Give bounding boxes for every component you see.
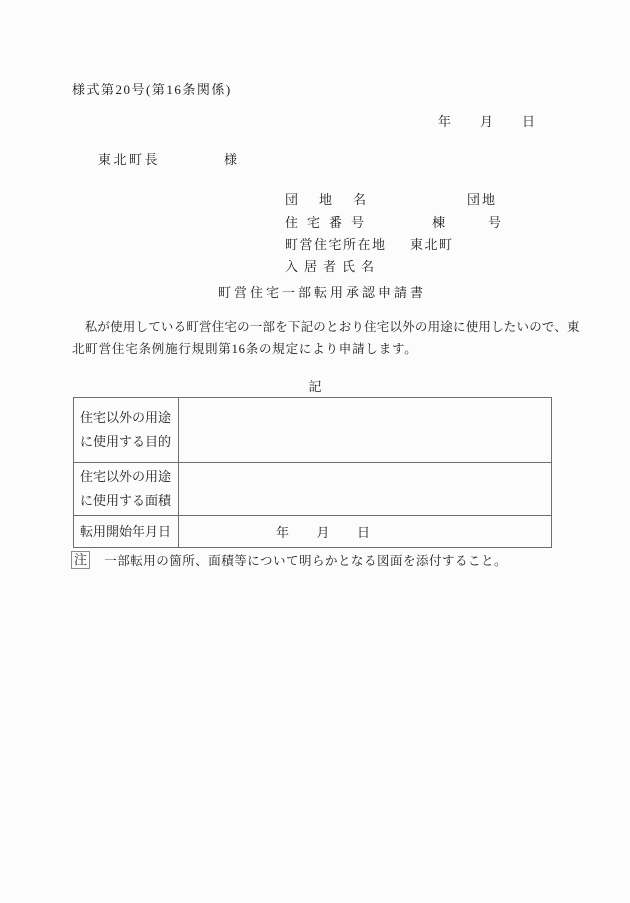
purpose-label-cell	[74, 398, 179, 463]
area-label-line2: に使用する面積	[80, 493, 172, 508]
note-marker-box: 注	[71, 551, 90, 569]
body-text-line-2: 北町営住宅条例施行規則第16条の規定により申請します。	[72, 342, 418, 356]
table-row	[74, 398, 552, 463]
body-text-line-1: 私が使用している町営住宅の一部を下記のとおり住宅以外の用途に使用したいので、東	[72, 320, 580, 334]
addressee-name: 東北町長	[98, 152, 161, 167]
form-title: 町営住宅一部転用承認申請書	[218, 285, 427, 300]
estate-name-suffix: 団地	[467, 192, 498, 207]
note-line	[71, 551, 507, 569]
housing-location-label: 町営住宅所在地	[285, 237, 387, 252]
application-table	[73, 397, 552, 548]
area-value-cell	[179, 463, 552, 516]
addressee-honorific: 様	[224, 152, 238, 167]
purpose-label-line2: に使用する目的	[80, 434, 172, 449]
date-line: 年 月 日	[438, 114, 537, 129]
table-row	[74, 463, 552, 516]
note-text: 一部転用の箇所、面積等について明らかとなる図面を添付すること。	[104, 554, 508, 568]
area-label-cell	[74, 463, 179, 516]
area-label-line1: 住宅以外の用途	[80, 469, 172, 484]
housing-location-value: 東北町	[410, 237, 454, 252]
start-date-label-cell: 転用開始年月日	[74, 516, 179, 548]
purpose-value-cell	[179, 398, 552, 463]
building-label: 棟	[432, 215, 446, 230]
record-marker: 記	[308, 379, 322, 394]
form-number: 様式第20号(第16条関係)	[72, 82, 232, 97]
room-number-label: 号	[488, 215, 502, 230]
start-date-value-cell: 年 月 日	[179, 516, 552, 548]
unit-number-label: 住宅番号	[285, 215, 374, 230]
table-row	[74, 516, 552, 548]
purpose-label-line1: 住宅以外の用途	[80, 410, 172, 425]
estate-name-label: 団地名	[285, 192, 388, 207]
resident-name-label: 入居者氏名	[285, 259, 381, 274]
